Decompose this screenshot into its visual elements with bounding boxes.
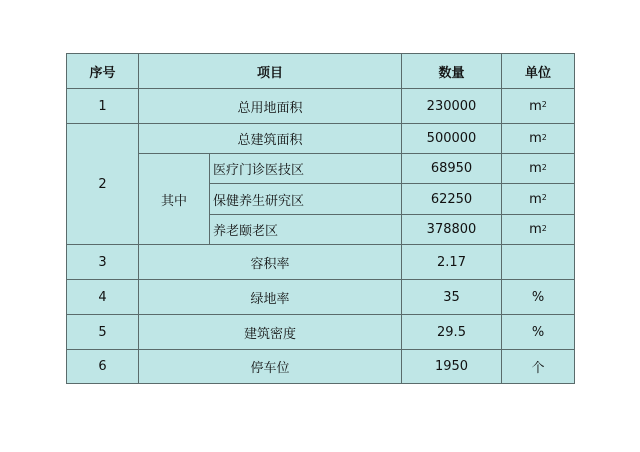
row-5-index: 5	[66, 314, 139, 350]
row-5-unit: %	[501, 314, 575, 350]
row-6-unit: 个	[501, 349, 575, 384]
row-3-index: 3	[66, 244, 139, 280]
row-6-item: 停车位	[138, 349, 402, 384]
row-1-unit: m $^2$	[501, 88, 575, 124]
sub-row-3-item: 养老颐老区	[209, 214, 402, 245]
sub-row-1-unit: m $^2$	[501, 153, 575, 184]
row-6-quantity: 1950	[401, 349, 502, 384]
sub-row-1-item: 医疗门诊医技区	[209, 153, 402, 184]
row-1-quantity: 230000	[401, 88, 502, 124]
row-2-item: 总建筑面积	[138, 123, 402, 154]
row-1-index: 1	[66, 88, 139, 124]
row-4-unit: %	[501, 279, 575, 315]
row-2-index: 2	[66, 123, 139, 245]
sub-row-3-unit: m $^2$	[501, 214, 575, 245]
sub-row-1-quantity: 68950	[401, 153, 502, 184]
row-1-item: 总用地面积	[138, 88, 402, 124]
row-2-quantity: 500000	[401, 123, 502, 154]
sub-row-2-unit: m $^2$	[501, 183, 575, 215]
header-unit: 单位	[501, 53, 575, 89]
row-6-index: 6	[66, 349, 139, 384]
header-index: 序号	[66, 53, 139, 89]
row-4-item: 绿地率	[138, 279, 402, 315]
row-5-item: 建筑密度	[138, 314, 402, 350]
data-table	[66, 53, 575, 384]
row-4-index: 4	[66, 279, 139, 315]
row-3-unit	[501, 244, 575, 280]
group-label: 其中	[138, 153, 210, 245]
sub-row-3-quantity: 378800	[401, 214, 502, 245]
row-3-quantity: 2.17	[401, 244, 502, 280]
header-quantity: 数量	[401, 53, 502, 89]
row-3-item: 容积率	[138, 244, 402, 280]
row-4-quantity: 35	[401, 279, 502, 315]
row-5-quantity: 29.5	[401, 314, 502, 350]
row-2-unit: m $^2$	[501, 123, 575, 154]
header-item: 项目	[138, 53, 402, 89]
sub-row-2-item: 保健养生研究区	[209, 183, 402, 215]
sub-row-2-quantity: 62250	[401, 183, 502, 215]
